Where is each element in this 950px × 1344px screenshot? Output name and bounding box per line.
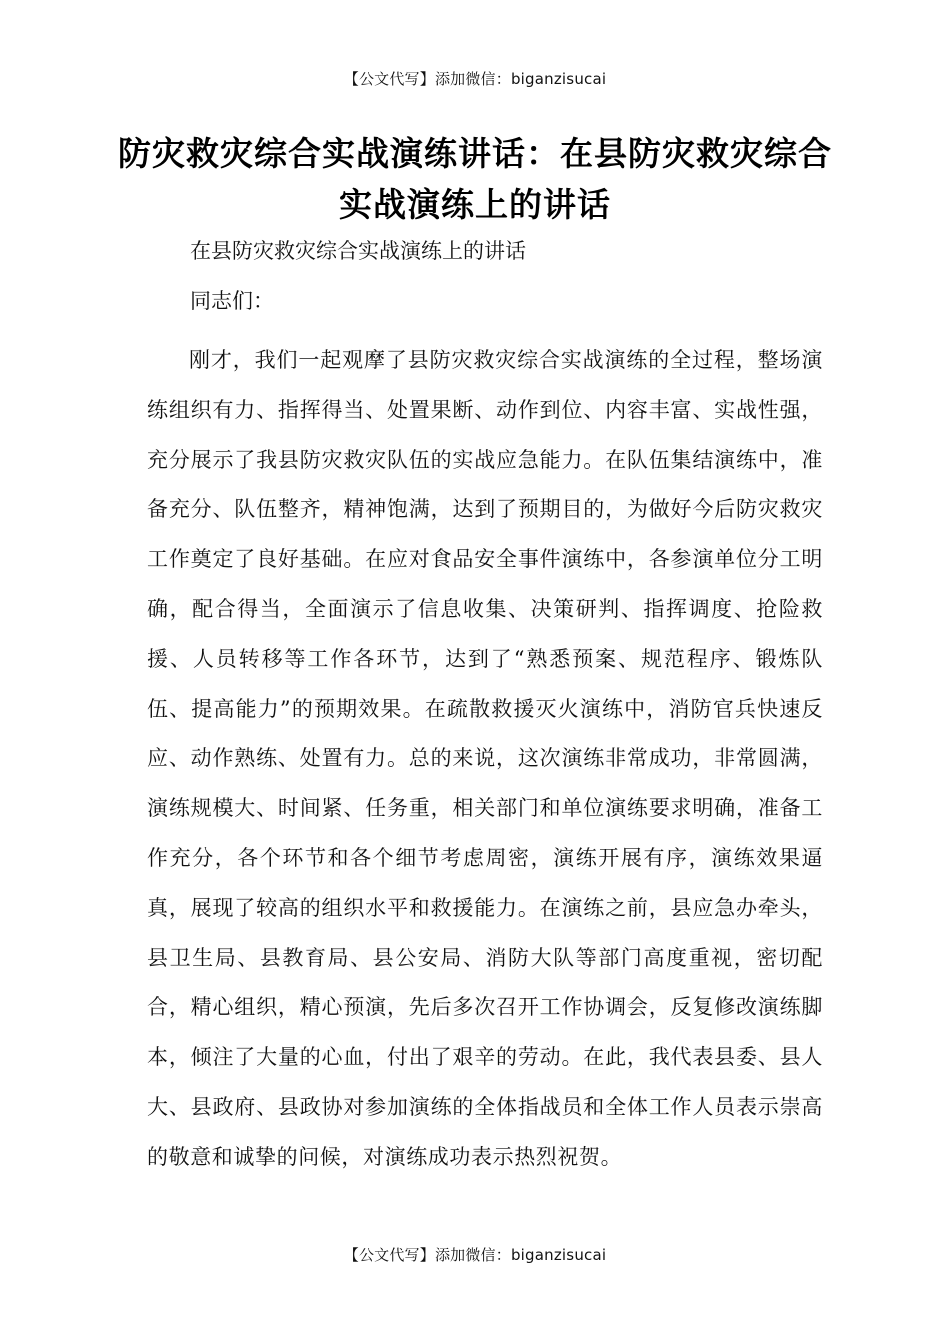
header-note: 【公文代写】添加微信：biganzisucai [343, 70, 607, 88]
document-subtitle: 在县防灾救灾综合实战演练上的讲话 [190, 239, 526, 263]
salutation: 同志们： [190, 289, 274, 313]
document-title: 防灾救灾综合实战演练讲话：在县防灾救灾综合实战演练上的讲话 [118, 134, 832, 224]
body-paragraph: 刚才，我们一起观摩了县防灾救灾综合实战演练的全过程，整场演练组织有力、指挥得当、处置果断、动作到位、内容丰富、实战性强，充分展示了我县防灾救灾队伍的实战应急能力。在队伍集结演练中，准备充分、队伍整齐，精神饱满，达到了预期目的，为做好今后防灾救灾工作奠定了良好基础。在应对食品安全事件演练中，各参演单位分工明确，配合得当，全面演示了信息收集、决策研判、指挥调度、抢险救援、人员转移等工作各环节，达到了“熟悉预案、规范程序、锻炼队伍、提高能力”的预期效果。在疏散救援灭火演练中，消防官兵快速反应、动作熟练、处置有力。总的来说，这次演练非常成功，非常圆满，演练规模大、时间紧、任务重，相关部门和单位演练要求明确，准备工作充分，各个环节和各个细节考虑周密，演练开展有序，演练效果逼真，展现了较高的组织水平和救援能力。在演练之前，县应急办牵头，县卫生局、县教育局、县公安局、消防大队等部门高度重视，密切配合，精心组织，精心预演，先后多次召开工作协调会，反复修改演练脚本，倾注了大量的心血，付出了艰辛的劳动。在此，我代表县委、县人大、县政府、县政协对参加演练的全体指战员和全体工作人员表示崇高的敬意和诚挚的问候，对演练成功表示热烈祝贺。 [147, 348, 823, 1169]
footer-note: 【公文代写】添加微信：biganzisucai [343, 1246, 607, 1264]
